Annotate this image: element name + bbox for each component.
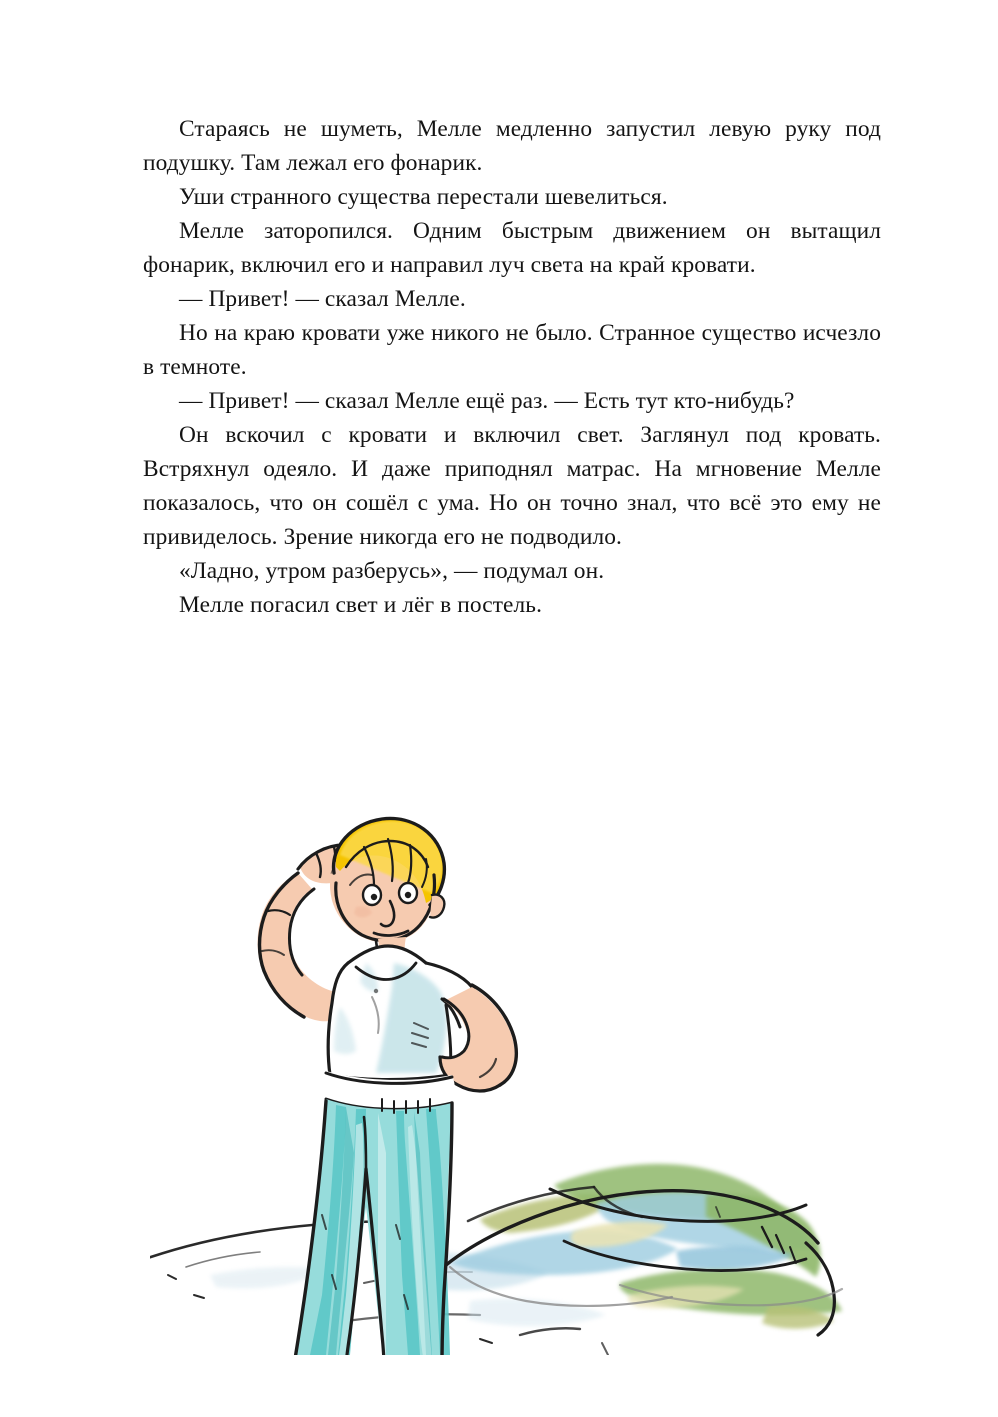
right-arm-hand-on-hip [440,985,516,1091]
paragraph: Уши странного существа перестали шевелиться. [179,184,668,210]
paragraph: Он вскочил с кровати и включил свет. Заглянул под кровать. Встряхнул одеяло. И даже приподнял матрас. На мгновение Мелле показалось, что он сошёл с ума. Но он точно знал, что всё это ему не привиделось. Зрение никогда его не подводило. [143,422,881,550]
paragraph: Стараясь не шуметь, Мелле медленно запустил левую руку под подушку. Там лежал его фонарик. [143,116,881,176]
illustration-svg [150,755,850,1355]
paragraph: — Привет! — сказал Мелле ещё раз. — Есть тут кто-нибудь? [179,388,795,414]
body-text-block [143,112,881,622]
paragraph: «Ладно, утром разберусь», — подумал он. [179,558,605,584]
paragraph: Мелле погасил свет и лёг в постель. [179,592,543,618]
paragraph: Мелле заторопился. Одним быстрым движением он вытащил фонарик, включил его и направил луч света на край кровати. [143,218,881,278]
paragraph: — Привет! — сказал Мелле. [179,286,466,312]
chapter-illustration [150,755,850,1355]
head [330,818,444,942]
paragraph: Но на краю кровати уже никого не было. Странное существо исчезло в темноте. [143,320,881,380]
